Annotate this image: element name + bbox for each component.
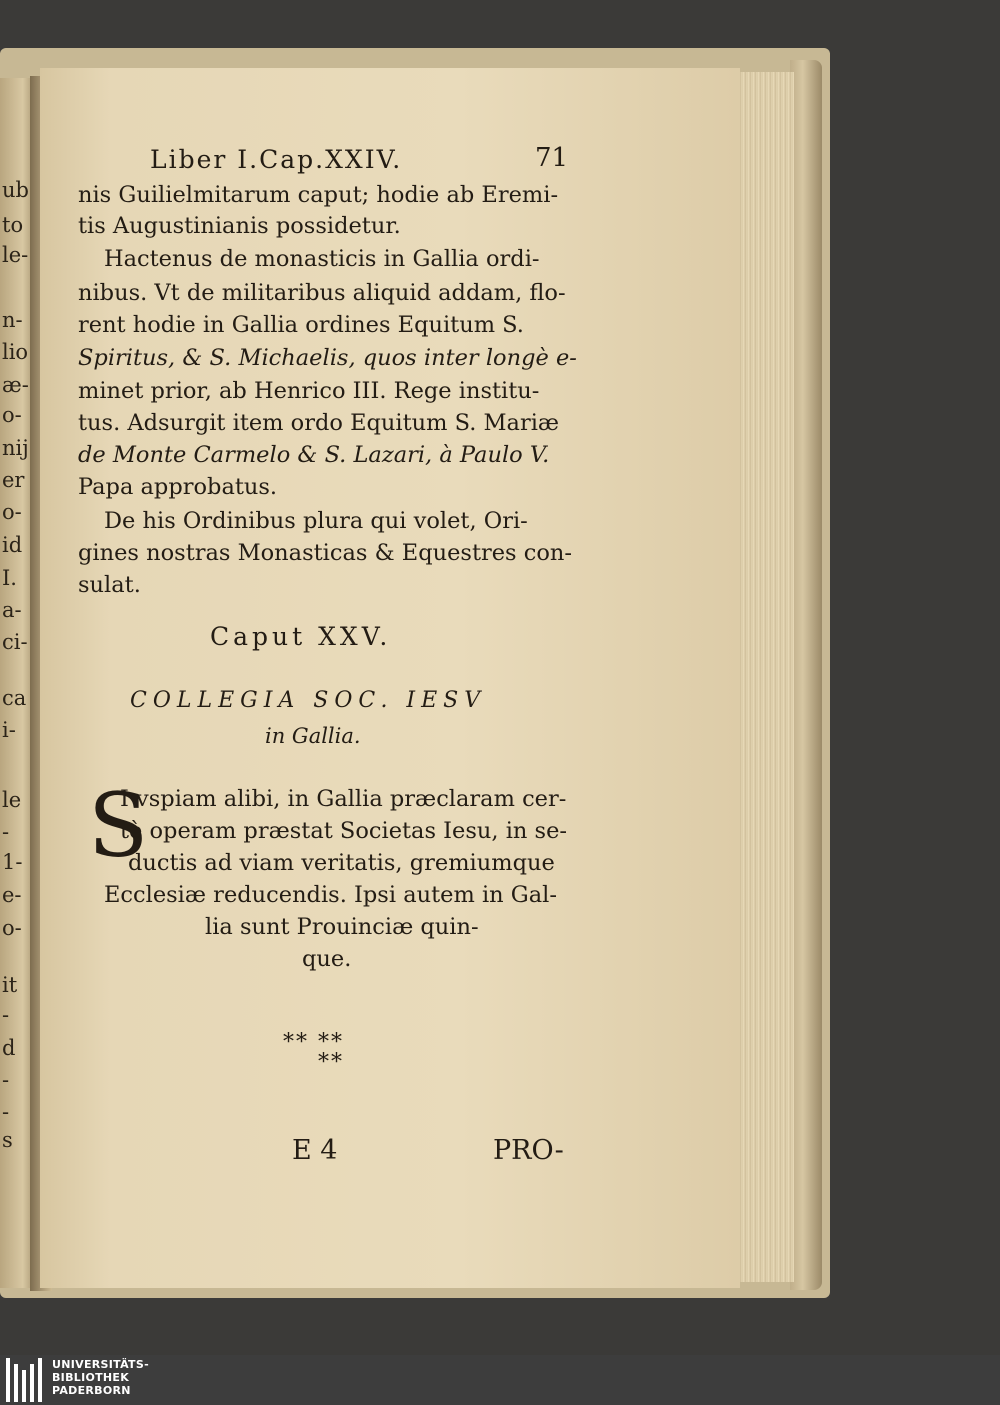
- left-page-fragment: nij: [2, 436, 29, 460]
- body-line: Spiritus, & S. Michaelis, quos inter longè e-: [78, 345, 577, 371]
- library-logo-icon: [6, 1358, 46, 1402]
- library-footer: [0, 1355, 1000, 1405]
- chapter-line: ductis ad viam veritatis, gremiumque: [128, 850, 555, 876]
- page-number: 71: [535, 143, 569, 173]
- chapter-line: I vspiam alibi, in Gallia præclaram cer-: [120, 786, 567, 812]
- left-page-fragment: ub: [2, 178, 29, 202]
- left-page-fragment: e-: [2, 883, 22, 907]
- left-page-fragment: i-: [2, 718, 16, 742]
- left-page-fragment: s: [2, 1128, 13, 1152]
- left-page-fragment: n-: [2, 308, 23, 332]
- chapter-line: tè operam præstat Societas Iesu, in se-: [120, 818, 568, 844]
- body-line: gines nostras Monasticas & Equestres con-: [78, 540, 573, 566]
- left-page-fragment: er: [2, 468, 25, 492]
- left-page-fragment: le: [2, 788, 22, 812]
- chapter-line: que.: [302, 946, 352, 972]
- left-page-fragment: -: [2, 1068, 10, 1092]
- chapter-line: lia sunt Prouinciæ quin-: [205, 914, 479, 940]
- ornament-stars-lower: **: [318, 1050, 344, 1075]
- chapter-line: Ecclesiæ reducendis. Ipsi autem in Gal-: [104, 882, 557, 908]
- ornament-stars: ** **: [283, 1030, 344, 1055]
- drop-cap: S: [88, 774, 149, 877]
- left-page-fragment: o-: [2, 500, 22, 524]
- signature-mark: E 4: [292, 1135, 338, 1166]
- chapter-title: COLLEGIA SOC. IESV: [130, 688, 487, 713]
- body-line: nis Guilielmitarum caput; hodie ab Eremi-: [78, 182, 559, 208]
- body-line: sulat.: [78, 572, 141, 598]
- body-line: minet prior, ab Henrico III. Rege institu-: [78, 378, 540, 404]
- library-name-line: UNIVERSITÄTS-: [52, 1358, 149, 1371]
- left-page-fragment: to: [2, 213, 24, 237]
- running-header: Liber I.Cap.XXIV.: [150, 145, 403, 174]
- left-page-fragment: lio: [2, 340, 29, 364]
- left-page-fragment: o-: [2, 403, 22, 427]
- body-line: de Monte Carmelo & S. Lazari, à Paulo V.: [78, 442, 550, 468]
- left-page-fragment: -: [2, 1003, 10, 1027]
- left-page-fragment: id: [2, 533, 23, 557]
- left-page-fragment: æ-: [2, 373, 29, 397]
- chapter-title-subline: in Gallia.: [265, 724, 361, 748]
- left-page-fragment: o-: [2, 916, 22, 940]
- left-page-fragment: d: [2, 1036, 16, 1060]
- body-line: nibus. Vt de militaribus aliquid addam, flo-: [78, 280, 566, 306]
- chapter-heading: Caput XXV.: [210, 622, 392, 651]
- body-line: tis Augustinianis possidetur.: [78, 213, 401, 239]
- body-line: Papa approbatus.: [78, 474, 278, 500]
- page-block-edges: [732, 72, 794, 1282]
- body-line: Hactenus de monasticis in Gallia ordi-: [104, 246, 540, 272]
- cover-edge: [790, 60, 822, 1290]
- body-line: tus. Adsurgit item ordo Equitum S. Mariæ: [78, 410, 560, 436]
- catchword: PRO-: [493, 1135, 564, 1166]
- left-page-fragment: -: [2, 1100, 10, 1124]
- library-name-line: BIBLIOTHEK: [52, 1371, 130, 1384]
- left-page-fragment: it: [2, 973, 18, 997]
- library-name-line: PADERBORN: [52, 1384, 131, 1397]
- left-page-fragment: ca: [2, 686, 27, 710]
- left-page-fragment: ci-: [2, 630, 28, 654]
- left-page-fragment: I.: [2, 566, 17, 590]
- library-name: [52, 1358, 149, 1397]
- body-line: rent hodie in Gallia ordines Equitum S.: [78, 312, 524, 338]
- left-page-fragment: a-: [2, 598, 22, 622]
- left-page-fragment: le-: [2, 243, 29, 267]
- body-line: De his Ordinibus plura qui volet, Ori-: [104, 508, 528, 534]
- left-page-fragment: 1-: [2, 850, 23, 874]
- left-page-fragment: -: [2, 820, 10, 844]
